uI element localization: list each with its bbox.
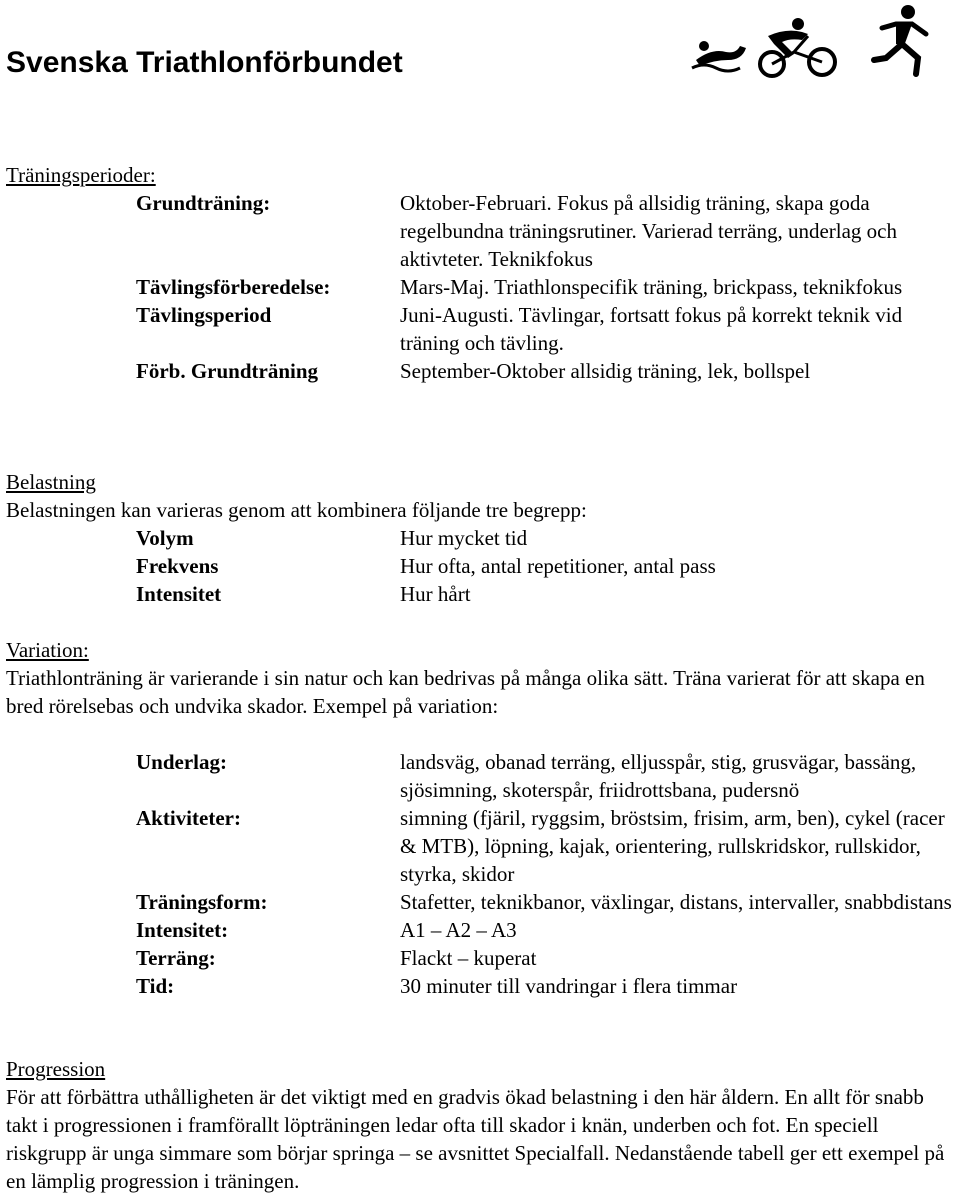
variation-text: Triathlonträning är varierande i sin natur och kan bedrivas på många olika sätt. Träna varierat för att skapa en bred rörelsebas och undvika skador. Exempel på variation: [6,666,925,718]
variation-term: Tid: [136,974,175,998]
progression-section [6,1055,956,1195]
swimmer-head [699,41,709,51]
load-term: Frekvens [136,554,219,578]
variation-description: Flackt – kuperat [400,946,537,970]
variation-term: Intensitet: [136,918,229,942]
load-intro: Belastningen kan varieras genom att kombinera följande tre begrepp: [6,498,587,522]
variation-term: Terräng: [136,946,216,970]
variation-row [6,916,956,944]
page-header [0,0,960,100]
variation-heading: Variation: [6,638,89,662]
period-row [6,301,956,357]
variation-row [6,972,956,1000]
period-term: Tävlingsförberedelse: [136,275,331,299]
runner-head [901,5,915,19]
variation-description: landsväg, obanad terräng, elljusspår, stig, grusvägar, bassäng, sjösimning, skoterspår, friidrottsbana, pudersnö [400,750,917,802]
load-section [6,468,956,608]
training-periods-section [6,161,956,385]
variation-description: simning (fjäril, ryggsim, bröstsim, frisim, arm, ben), cykel (racer & MTB), löpning, kajak, orientering, rullskridskor, rullskidor, styrka, skidor [400,806,945,886]
organization-title: Svenska Triathlonförbundet [6,46,403,79]
variation-term: Underlag: [136,750,227,774]
variation-row [6,748,956,804]
progression-text: För att förbättra uthålligheten är det viktigt med en gradvis ökad belastning i den här åldern. En allt för snabb takt i progressionen i framförallt löpträningen ledar ofta till skador i knän, underben och fot. En speciell riskgrupp är unga simmare som börjar springa – se avsnittet Specialfall. Nedanstående tabell ger ett exempel på en lämplig progression i träningen. [6,1085,945,1193]
load-description: Hur hårt [400,582,471,606]
period-term: Tävlingsperiod [136,303,272,327]
variation-section [6,636,956,720]
training-periods-heading: Träningsperioder: [6,163,156,187]
variation-term: Träningsform: [136,890,268,914]
period-description: Oktober-Februari. Fokus på allsidig träning, skapa goda regelbundna träningsrutiner. Varierad terräng, underlag och aktivteter. Teknikfokus [400,191,898,271]
swimmer-wave [692,65,740,71]
variation-term: Aktiviteter: [136,806,241,830]
load-term: Volym [136,526,194,550]
load-row [6,580,956,608]
period-row [6,357,956,385]
period-description: Juni-Augusti. Tävlingar, fortsatt fokus på korrekt teknik vid träning och tävling. [400,303,903,355]
period-row [6,273,956,301]
variation-examples [6,748,956,1000]
variation-row [6,888,956,916]
variation-row [6,944,956,972]
period-term: Förb. Grundträning [136,359,319,383]
period-description: Mars-Maj. Triathlonspecifik träning, brickpass, teknikfokus [400,275,903,299]
load-term: Intensitet [136,582,222,606]
period-description: September-Oktober allsidig träning, lek, bollspel [400,359,811,383]
variation-description: Stafetter, teknikbanor, växlingar, distans, intervaller, snabbdistans [400,890,952,914]
load-heading: Belastning [6,470,96,494]
load-description: Hur mycket tid [400,526,528,550]
variation-row [6,804,956,888]
period-row [6,189,956,273]
progression-heading: Progression [6,1057,106,1081]
runner-legs [874,44,918,74]
load-row [6,524,956,552]
variation-description: 30 minuter till vandringar i flera timmar [400,974,738,998]
period-term: Grundträning: [136,191,271,215]
load-description: Hur ofta, antal repetitioner, antal pass [400,554,716,578]
cyclist-head [792,18,804,30]
load-row [6,552,956,580]
triathlon-logo-icon [690,2,952,80]
variation-description: A1 – A2 – A3 [400,918,517,942]
